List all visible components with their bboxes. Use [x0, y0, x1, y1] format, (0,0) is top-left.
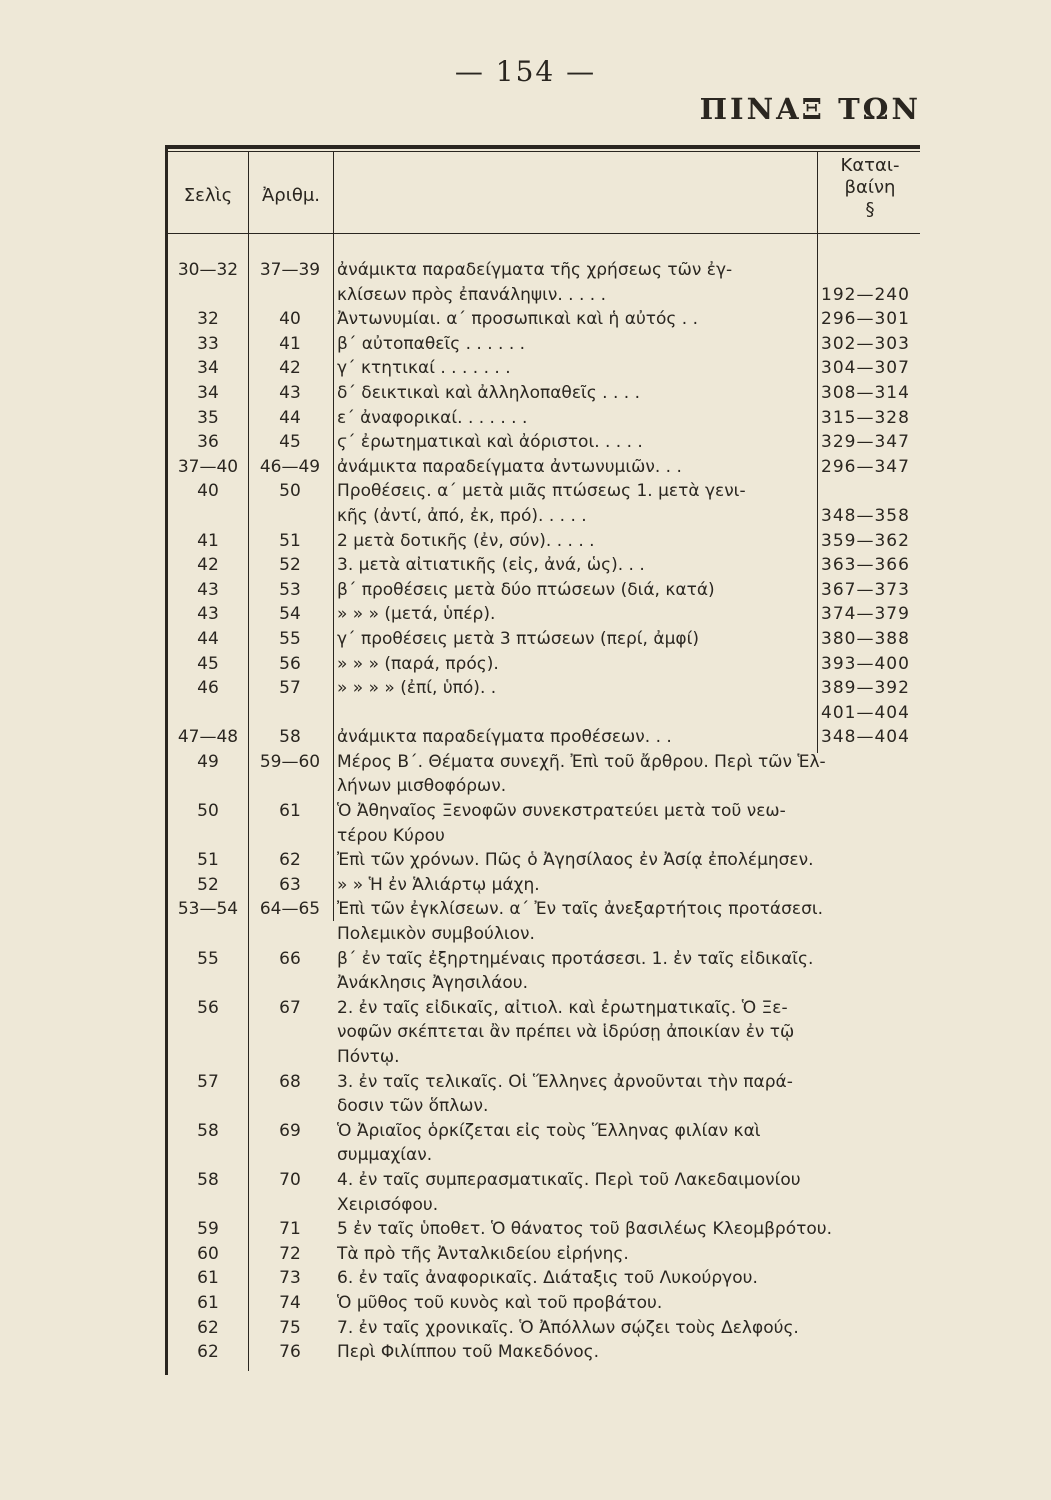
row-text: Πολεμικὸν συμβούλιον.	[337, 924, 535, 945]
row-text: Περὶ Φιλίππου τοῦ Μακεδόνος.	[337, 1342, 600, 1363]
row-number: 37—39	[259, 260, 321, 280]
table-row	[0, 1266, 1051, 1291]
row-page: 49	[197, 751, 219, 772]
row-page: 60	[197, 1243, 219, 1264]
table-row	[0, 1242, 1051, 1267]
row-paragraph: 302—303	[821, 333, 910, 354]
row-text: νοφῶν σκέπτεται ἂν πρέπει νὰ ἱδρύσῃ ἀποικίαν ἐν τῷ	[337, 1022, 795, 1043]
row-text: Ὁ μῦθος τοῦ κυνὸς καὶ τοῦ προβάτου.	[337, 1292, 663, 1313]
table-row	[0, 479, 1051, 504]
table-row	[0, 1316, 1051, 1341]
table-row	[0, 750, 1051, 775]
row-text: λήνων μισθοφόρων.	[337, 776, 507, 797]
table-row	[0, 701, 1051, 726]
row-paragraph: 308—314	[821, 382, 910, 403]
row-page: 57	[197, 1071, 219, 1092]
row-page: 32	[197, 309, 219, 330]
row-text: ἀνάμικτα παραδείγματα προθέσεων. . .	[337, 727, 672, 748]
table-row	[0, 1291, 1051, 1316]
row-number: 73	[279, 1268, 301, 1289]
row-page: 36	[197, 432, 219, 453]
row-number: 41	[279, 333, 301, 354]
row-number: 69	[279, 1120, 301, 1141]
table-row	[0, 356, 1051, 381]
row-text: ϛ΄ ἐρωτηματικαὶ καὶ ἀόριστοι. . . . .	[337, 432, 643, 453]
row-number: 56	[279, 653, 301, 674]
table-row	[0, 824, 1051, 849]
row-page: 55	[197, 948, 219, 969]
column-header-number: Ἀριθμ.	[261, 185, 321, 206]
table-row	[0, 1020, 1051, 1045]
row-page: 30—32	[177, 260, 239, 280]
row-page: 46	[197, 678, 219, 699]
row-page: 43	[197, 579, 219, 600]
table-row	[0, 971, 1051, 996]
row-page: 56	[197, 997, 219, 1018]
row-number: 53	[279, 579, 301, 600]
row-paragraph: 389—392	[821, 678, 910, 699]
row-paragraph: 192—240	[821, 284, 910, 305]
table-row	[0, 455, 1051, 480]
row-text: κλίσεων πρὸς ἐπανάληψιν. . . . .	[337, 284, 607, 305]
row-page: 44	[197, 628, 219, 649]
row-number: 66	[279, 948, 301, 969]
table-row	[0, 897, 1051, 922]
row-page: 43	[197, 604, 219, 625]
row-page: 37—40	[177, 456, 239, 477]
row-page: 59	[197, 1219, 219, 1240]
table-row	[0, 1217, 1051, 1242]
page-number: — 154 —	[454, 55, 597, 88]
table-row	[0, 848, 1051, 873]
row-text: κῆς (ἀντί, ἀπό, ἐκ, πρό). . . . .	[337, 505, 587, 526]
row-number: 42	[279, 358, 301, 379]
table-row	[0, 1143, 1051, 1168]
row-text: 2 μετὰ δοτικῆς (ἐν, σύν). . . . .	[337, 530, 595, 551]
table-row	[0, 529, 1051, 554]
column-header-page: Σελὶς	[183, 185, 233, 206]
table-row	[0, 430, 1051, 455]
table-row	[0, 1045, 1051, 1070]
row-text: ἀνάμικτα παραδείγματα τῆς χρήσεως τῶν ἐγ-	[337, 260, 733, 280]
column-header-paragraph-line3: §	[865, 199, 875, 220]
row-text: δοσιν τῶν ὅπλων.	[337, 1096, 489, 1117]
table-row	[0, 578, 1051, 603]
row-paragraph: 401—404	[821, 702, 910, 723]
table-row	[0, 774, 1051, 799]
row-paragraph: 359—362	[821, 530, 910, 551]
row-number: 74	[279, 1292, 301, 1313]
row-number: 51	[279, 530, 301, 551]
table-row	[0, 676, 1051, 701]
row-paragraph: 348—358	[821, 505, 910, 526]
row-page: 50	[197, 801, 219, 822]
row-text: » » » (μετά, ὑπέρ).	[337, 604, 496, 625]
row-paragraph: 363—366	[821, 555, 910, 576]
row-number: 67	[279, 997, 301, 1018]
row-number: 72	[279, 1243, 301, 1264]
row-text: » » » » (ἐπί, ὑπό). .	[337, 678, 497, 699]
row-text: β΄ ἐν ταῖς ἐξηρτημέναις προτάσεσι. 1. ἐν ταῖς εἰδικαῖς.	[337, 948, 814, 969]
column-header-paragraph-line2: βαίνη	[844, 177, 896, 198]
row-paragraph: 315—328	[821, 407, 910, 428]
row-page: 33	[197, 333, 219, 354]
header-rule	[165, 233, 920, 234]
row-page: 34	[197, 382, 219, 403]
row-paragraph: 304—307	[821, 358, 910, 379]
row-number: 70	[279, 1169, 301, 1190]
row-text: Τὰ πρὸ τῆς Ἀνταλκιδείου εἰρήνης.	[337, 1243, 629, 1264]
table-row	[0, 725, 1051, 750]
row-text: Χειρισόφου.	[337, 1194, 439, 1215]
row-number: 44	[279, 407, 301, 428]
row-page: 61	[197, 1292, 219, 1313]
row-text: 7. ἐν ταῖς χρονικαῖς. Ὁ Ἀπόλλων σῴζει τοὺς Δελφούς.	[337, 1317, 799, 1338]
row-text: Προθέσεις. α΄ μετὰ μιᾶς πτώσεως 1. μετὰ γενι-	[337, 481, 746, 502]
row-page: 58	[197, 1169, 219, 1190]
row-number: 76	[279, 1342, 301, 1363]
row-number: 52	[279, 555, 301, 576]
row-paragraph: 367—373	[821, 579, 910, 600]
table-row	[0, 1070, 1051, 1095]
row-number: 75	[279, 1317, 301, 1338]
row-text: β΄ αὐτοπαθεῖς . . . . . .	[337, 333, 526, 354]
row-text: δ΄ δεικτικαὶ καὶ ἀλληλοπαθεῖς . . . .	[337, 382, 640, 403]
row-text: 3. ἐν ταῖς τελικαῖς. Οἱ Ἕλληνες ἀρνοῦνται τὴν παρά-	[337, 1071, 793, 1092]
row-page: 42	[197, 555, 219, 576]
table-row	[0, 1193, 1051, 1218]
row-number: 57	[279, 678, 301, 699]
row-text: » » » (παρά, πρός).	[337, 653, 499, 674]
row-page: 35	[197, 407, 219, 428]
row-number: 43	[279, 382, 301, 403]
table-row	[0, 1168, 1051, 1193]
table-row	[0, 996, 1051, 1021]
row-number: 58	[279, 727, 301, 748]
row-text: 3. μετὰ αἰτιατικῆς (εἰς, ἀνά, ὡς). . .	[337, 555, 645, 576]
table-row	[0, 1119, 1051, 1144]
row-number: 59—60	[259, 751, 321, 772]
row-text: Ὁ Ἀριαῖος ὁρκίζεται εἰς τοὺς Ἕλληνας φιλίαν καὶ	[337, 1120, 761, 1141]
column-header-paragraph-line1: Καται-	[840, 155, 900, 176]
row-page: 51	[197, 850, 219, 871]
table-row	[0, 1094, 1051, 1119]
row-text: Ἀντωνυμίαι. α΄ προσωπικαὶ καὶ ἡ αὐτός . .	[337, 309, 699, 330]
row-page: 62	[197, 1342, 219, 1363]
index-table-body	[0, 258, 1051, 1365]
row-page: 34	[197, 358, 219, 379]
row-text: τέρου Κύρου	[337, 825, 445, 846]
row-paragraph: 348—404	[821, 727, 910, 748]
table-row	[0, 283, 1051, 308]
table-row	[0, 307, 1051, 332]
row-page: 47—48	[177, 727, 239, 748]
row-text: 5 ἐν ταῖς ὑποθετ. Ὁ θάνατος τοῦ βασιλέως Κλεομβρότου.	[337, 1219, 832, 1240]
row-number: 64—65	[259, 899, 321, 920]
row-number: 45	[279, 432, 301, 453]
table-row	[0, 947, 1051, 972]
row-paragraph: 296—301	[821, 309, 910, 330]
row-page: 45	[197, 653, 219, 674]
row-paragraph: 374—379	[821, 604, 910, 625]
row-number: 55	[279, 628, 301, 649]
row-text: 2. ἐν ταῖς εἰδικαῖς, αἰτιολ. καὶ ἐρωτηματικαῖς. Ὁ Ξε-	[337, 997, 788, 1018]
table-row	[0, 652, 1051, 677]
row-text: Ὁ Ἀθηναῖος Ξενοφῶν συνεκστρατεύει μετὰ τοῦ νεω-	[337, 801, 786, 822]
row-text: Πόντῳ.	[337, 1047, 400, 1067]
table-row	[0, 1340, 1051, 1365]
table-row	[0, 873, 1051, 898]
row-page: 58	[197, 1120, 219, 1141]
row-page: 41	[197, 530, 219, 551]
row-number: 71	[279, 1219, 301, 1240]
row-number: 50	[279, 481, 301, 502]
table-title: ΠΙΝΑΞ ΤΩΝ	[699, 92, 921, 126]
row-text: ε΄ ἀναφορικαί. . . . . . .	[337, 407, 528, 428]
table-row	[0, 627, 1051, 652]
table-row	[0, 406, 1051, 431]
row-text: γ΄ κτητικαί . . . . . . .	[337, 358, 511, 379]
row-page: 40	[197, 481, 219, 502]
row-page: 61	[197, 1268, 219, 1289]
row-number: 40	[279, 309, 301, 330]
row-text: 4. ἐν ταῖς συμπερασματικαῖς. Περὶ τοῦ Λακεδαιμονίου	[337, 1169, 801, 1190]
row-number: 46—49	[259, 456, 321, 477]
row-paragraph: 393—400	[821, 653, 910, 674]
row-text: » » Ἡ ἐν Ἁλιάρτῳ μάχη.	[337, 874, 540, 895]
table-row	[0, 332, 1051, 357]
row-number: 61	[279, 801, 301, 822]
top-rule-thick	[165, 145, 920, 149]
row-page: 62	[197, 1317, 219, 1338]
table-row	[0, 602, 1051, 627]
row-number: 62	[279, 850, 301, 871]
row-text: ἀνάμικτα παραδείγματα ἀντωνυμιῶν. . .	[337, 456, 682, 477]
row-number: 54	[279, 604, 301, 625]
row-text: γ΄ προθέσεις μετὰ 3 πτώσεων (περί, ἀμφί)	[337, 628, 699, 649]
row-text: Ἐπὶ τῶν ἐγκλίσεων. α΄ Ἐν ταῖς ἀνεξαρτήτοις προτάσεσι.	[337, 899, 824, 920]
row-paragraph: 296—347	[821, 456, 910, 477]
row-text: συμμαχίαν.	[337, 1145, 433, 1166]
row-text: Ἀνάκλησις Ἀγησιλάου.	[337, 973, 528, 994]
table-row	[0, 553, 1051, 578]
row-page: 53—54	[177, 899, 239, 920]
row-number: 63	[279, 874, 301, 895]
table-row	[0, 258, 1051, 283]
table-row	[0, 799, 1051, 824]
row-paragraph: 380—388	[821, 628, 910, 649]
row-text: β΄ προθέσεις μετὰ δύο πτώσεων (διά, κατά)	[337, 579, 715, 600]
row-number: 68	[279, 1071, 301, 1092]
table-row	[0, 504, 1051, 529]
row-text: 6. ἐν ταῖς ἀναφορικαῖς. Διάταξις τοῦ Λυκούργου.	[337, 1268, 758, 1289]
row-text: Ἐπὶ τῶν χρόνων. Πῶς ὁ Ἀγησίλαος ἐν Ἀσίᾳ ἐπολέμησεν.	[337, 850, 814, 871]
column-header-paragraph	[820, 155, 920, 221]
row-paragraph: 329—347	[821, 432, 910, 453]
row-page: 52	[197, 874, 219, 895]
table-row	[0, 922, 1051, 947]
table-row	[0, 381, 1051, 406]
row-text: Μέρος Β΄. Θέματα συνεχῆ. Ἐπὶ τοῦ ἄρθρου. Περὶ τῶν Ἑλ-	[337, 751, 826, 772]
top-rule-thin	[165, 151, 920, 152]
